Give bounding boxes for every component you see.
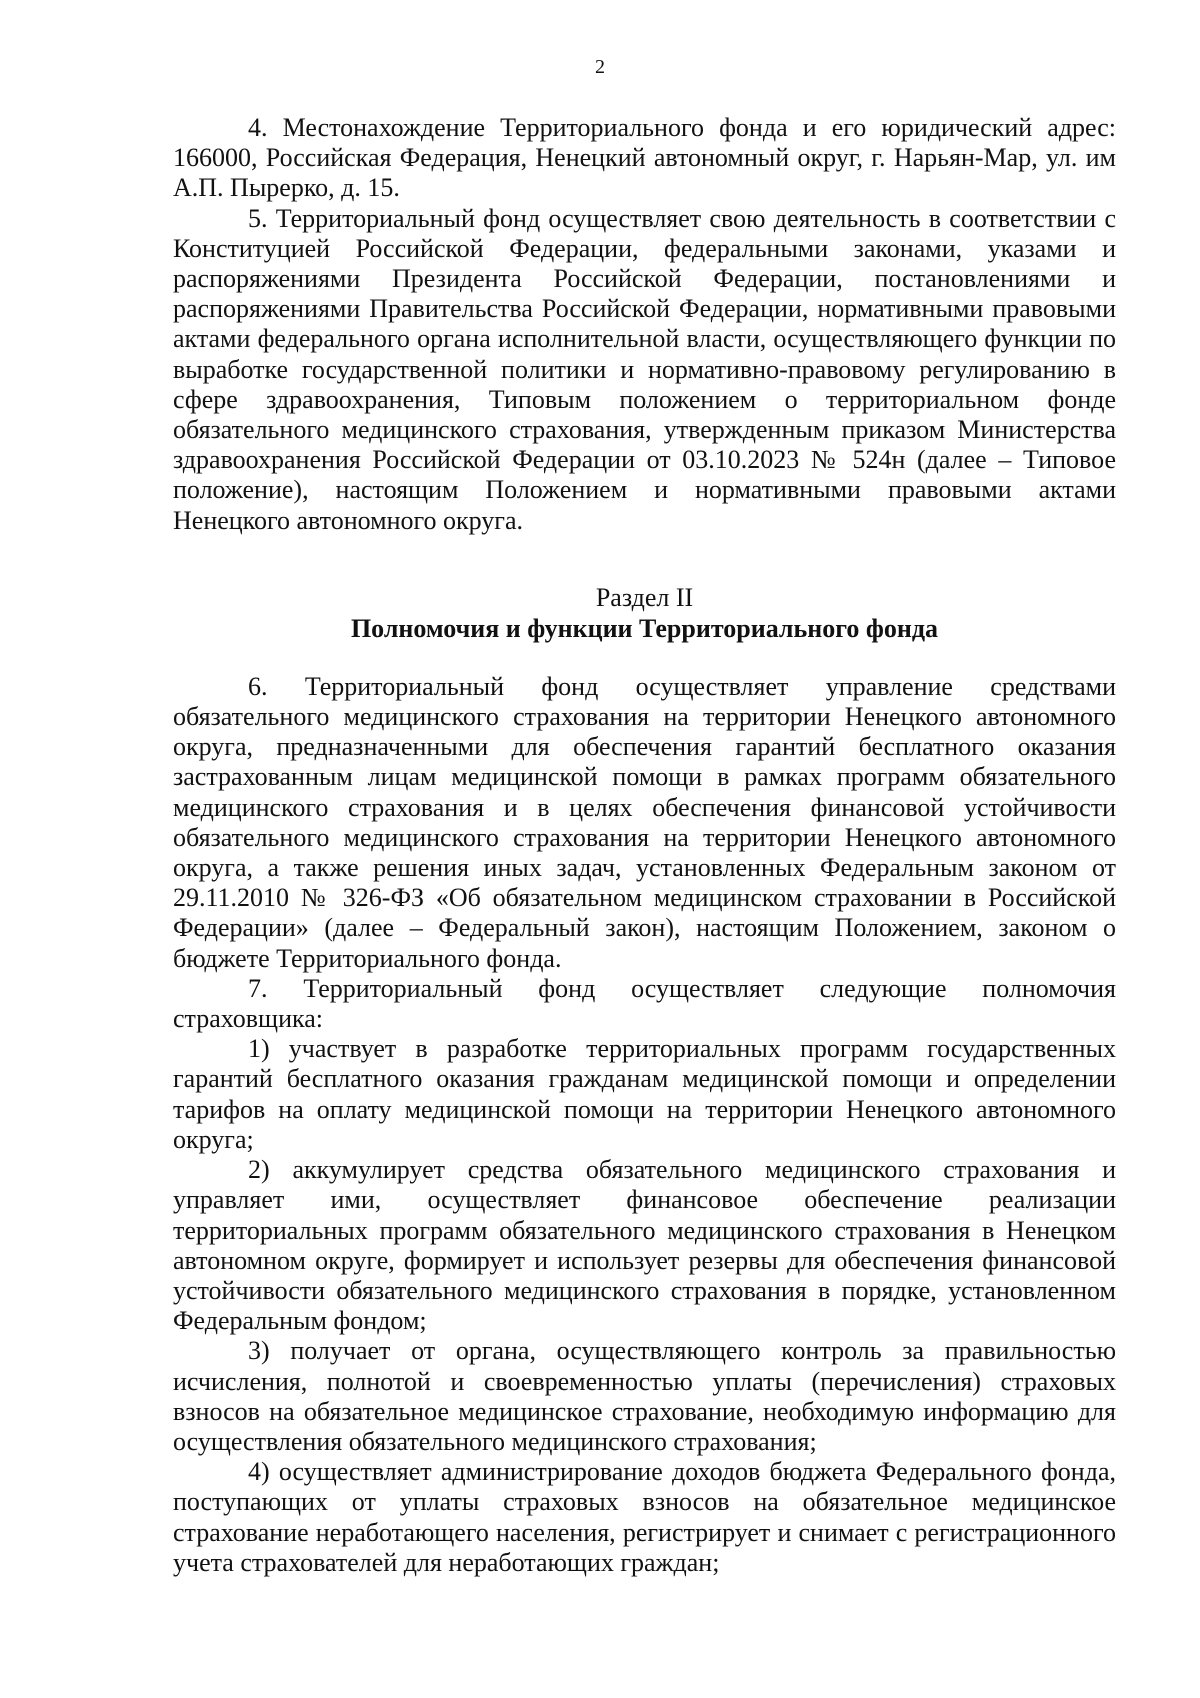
paragraph-5-legal-basis: 5. Территориальный фонд осуществляет свою деятельность в соответствии с Конституцией Российской Федерации, федеральными законами, указами и распоряжениями Президента Российской Федерации, постановлениями и распоряжениями Правительства Российской Федерации, нормативными правовыми актами федерального органа исполнительной власти, осуществляющего функции по выработке государственной политики и нормативно-правовому регулированию в сфере здравоохранения, Типовым положением о территориальном фонде обязательного медицинского страхования, утвержденным приказом Министерства здравоохранения Российской Федерации от 03.10.2023 № 524н (далее – Типовое положение), настоящим Положением и нормативными правовыми актами Ненецкого автономного округа. <box>173 203 1116 535</box>
section-label: Раздел II <box>595 582 694 612</box>
paragraph-7-powers: 7. Территориальный фонд осуществляет следующие полномочия страховщика: <box>173 973 1116 1034</box>
list-item-1: 1) участвует в разработке территориальных программ государственных гарантий бесплатного оказания гражданам медицинской помощи и определении тарифов на оплату медицинской помощи на территории Ненецкого автономного округа; <box>173 1034 1116 1154</box>
document-body <box>173 113 1116 1578</box>
section-title: Полномочия и функции Территориального фонда <box>350 613 939 643</box>
paragraph-6-management: 6. Территориальный фонд осуществляет управление средствами обязательного медицинского страхования на территории Ненецкого автономного округа, предназначенными для обеспечения гарантий бесплатного оказания застрахованным лицам медицинской помощи в рамках программ обязательного медицинского страхования и в целях обеспечения финансовой устойчивости обязательного медицинского страхования на территории Ненецкого автономного округа, а также решения иных задач, установленных Федеральным законом от 29.11.2010 № 326-ФЗ «Об обязательном медицинском страховании в Российской Федерации» (далее – Федеральный закон), настоящим Положением, законом о бюджете Территориального фонда. <box>173 671 1116 973</box>
list-item-2: 2) аккумулирует средства обязательного медицинского страхования и управляет ими, осуществляет финансовое обеспечение реализации территориальных программ обязательного медицинского страхования в Ненецком автономном округе, формирует и использует резервы для обеспечения финансовой устойчивости обязательного медицинского страхования в порядке, установленном Федеральным фондом; <box>173 1155 1116 1336</box>
page-number: 2 <box>595 56 605 78</box>
paragraph-4-location: 4. Местонахождение Территориального фонда и его юридический адрес: 166000, Российская Федерация, Ненецкий автономный округ, г. Нарьян-Мар, ул. им А.П. Пырерко, д. 15. <box>173 113 1116 203</box>
list-item-3: 3) получает от органа, осуществляющего контроль за правильностью исчисления, полнотой и своевременностью уплаты (перечисления) страховых взносов на обязательное медицинское страхование, необходимую информацию для осуществления обязательного медицинского страхования; <box>173 1336 1116 1456</box>
list-item-4: 4) осуществляет администрирование доходов бюджета Федерального фонда, поступающих от уплаты страховых взносов на обязательное медицинское страхование неработающего населения, регистрирует и снимает с регистрационного учета страхователей для неработающих граждан; <box>173 1457 1116 1577</box>
